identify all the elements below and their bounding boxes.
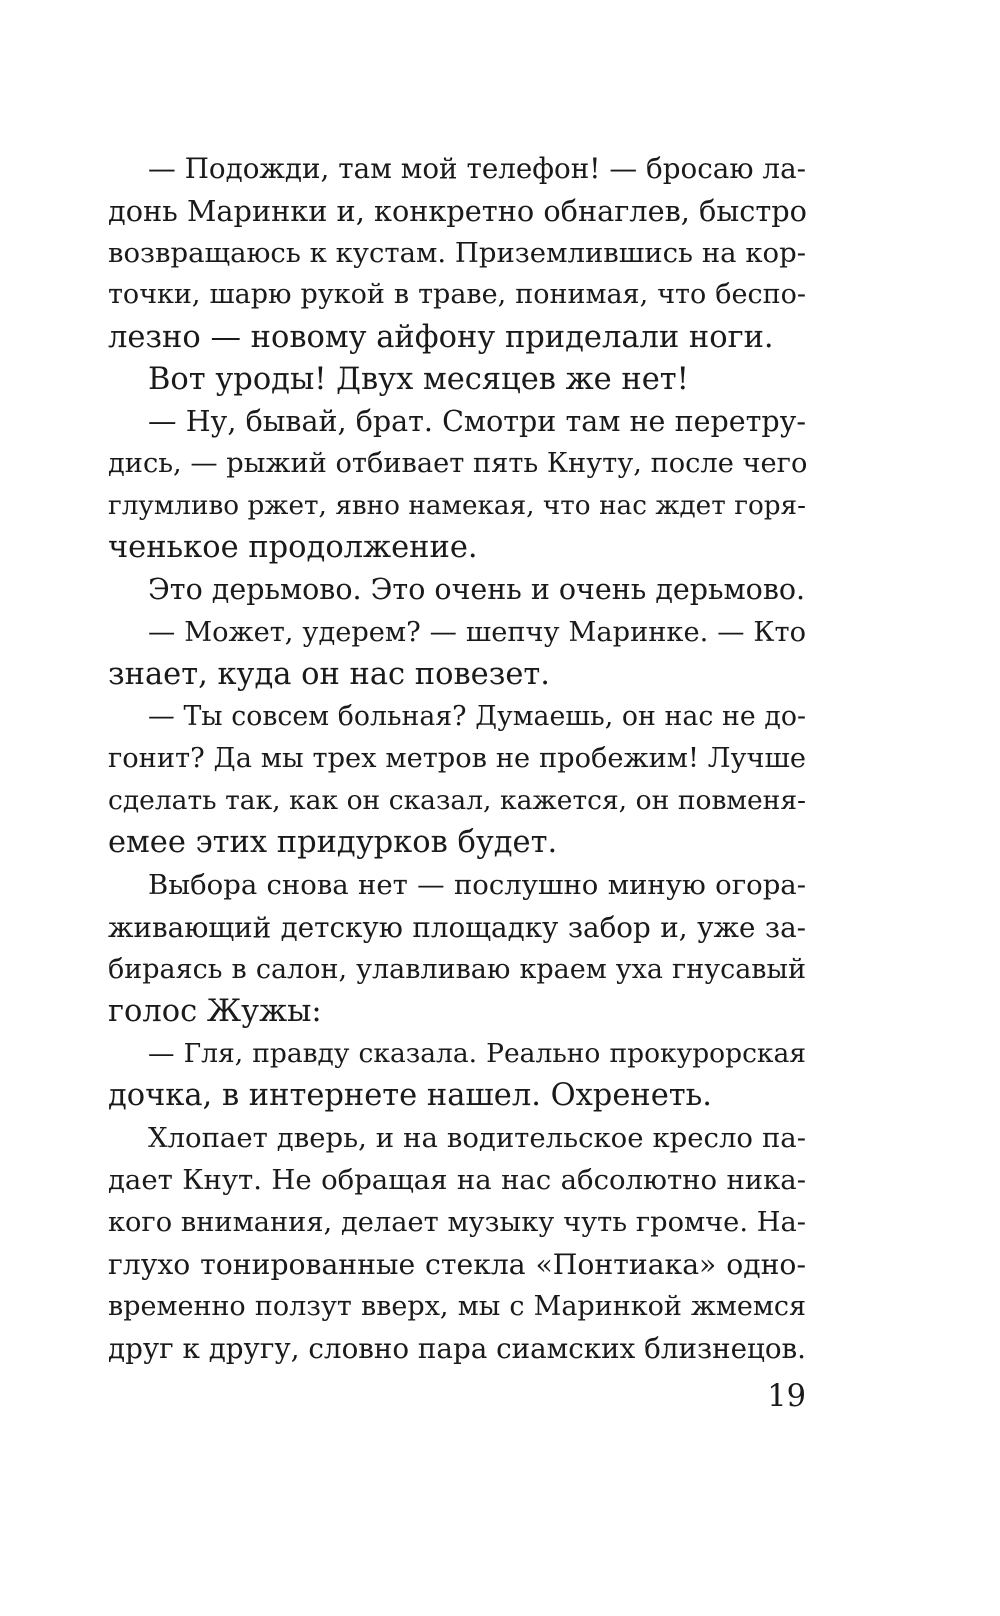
text-line: временно ползут вверх, мы с Маринкой жмемся [108,1290,806,1322]
text-line: точки, шарю рукой в траве, понимая, что беспо- [108,279,806,311]
text-line: кого внимания, делает музыку чуть громче. На- [108,1206,806,1238]
text-line: — Может, удерем? — шепчу Маринке. — Кто [148,616,806,648]
text-line: дает Кнут. Не обращая на нас абсолютно ника- [108,1164,806,1197]
text-line: глумливо ржет, явно намекая, что нас ждет горя- [108,491,806,522]
text-line: — Подожди, там мой телефон! — бросаю ла- [148,152,806,185]
text-line: дочка, в интернете нашел. Охренеть. [108,1078,712,1114]
page-number: 19 [767,1379,806,1414]
text-line: живающий детскую площадку забор и, уже за- [108,910,806,944]
text-line: глухо тонированные стекла «Понтиака» одно- [108,1247,806,1281]
text-line: — Ты совсем больная? Думаешь, он нас не до- [148,700,806,732]
text-line: донь Маринки и, конкретно обнаглев, быстро [108,194,807,229]
text-line: Выбора снова нет — послушно миную огора- [148,869,806,902]
text-line: дись, — рыжий отбивает пять Кнуту, после чего [108,447,808,479]
text-line: знает, куда он нас повезет. [108,656,550,692]
text-line: емее этих придурков будет. [108,825,558,861]
text-line: друг к другу, словно пара сиамских близнецов. [108,1331,806,1365]
text-line: голос Жужы: [108,993,322,1029]
page-body-text [108,148,806,1370]
text-line: Это дерьмово. Это очень и очень дерьмово. [148,573,806,607]
text-line: Хлопает дверь, и на водительское кресло па- [148,1122,806,1155]
text-line: лезно — новому айфону приделали ноги. [108,319,774,355]
text-line: бираясь в салон, улавливаю краем уха гнусавый [108,953,806,985]
text-line: — Ну, бывай, брат. Смотри там не перетру- [148,404,806,438]
text-line: возвращаюсь к кустам. Приземлившись на кор- [108,237,806,270]
text-line: — Гля, правду сказала. Реально прокурорская [148,1037,806,1069]
text-line: ченькое продолжение. [108,530,478,566]
text-line: гонит? Да мы трех метров не пробежим! Лучше [108,742,806,774]
text-line: Вот уроды! Двух месяцев же нет! [148,361,689,397]
text-line: сделать так, как он сказал, кажется, он повменя- [108,785,806,817]
